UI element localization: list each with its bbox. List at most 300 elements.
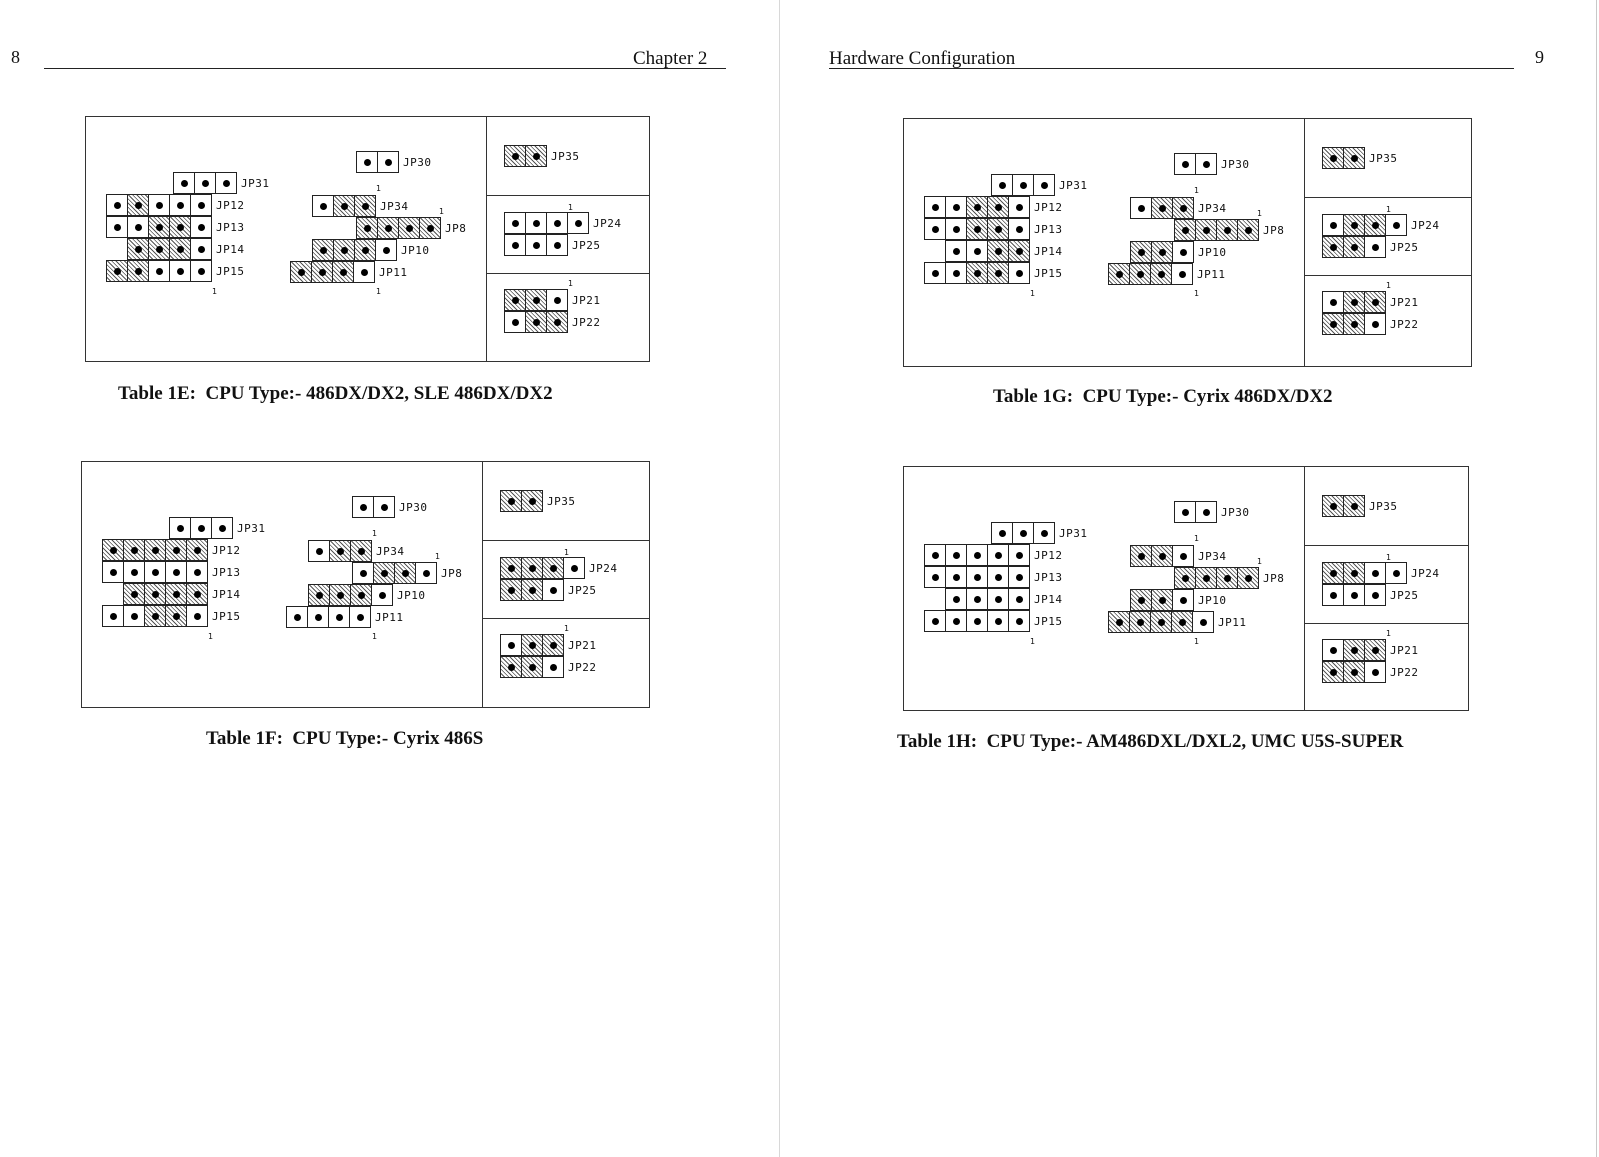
jumper-pin-open (546, 212, 568, 234)
jumper-pin-shorted (1151, 545, 1173, 567)
pin-dot (319, 269, 326, 276)
jumper-pin-shorted (127, 238, 149, 260)
pin-dot (1330, 647, 1337, 654)
jumper-pin-open (127, 216, 149, 238)
pin-dot (364, 225, 371, 232)
pin-dot (533, 319, 540, 326)
jumper-pin-shorted (1151, 197, 1173, 219)
pin-dot (1245, 227, 1252, 234)
jumper-pin-open (966, 544, 988, 566)
jumper-jp15 (924, 262, 1063, 284)
pin-dot (1330, 669, 1337, 676)
jumper-pin-open (1171, 263, 1193, 285)
pin-dot (932, 618, 939, 625)
jumper-pin-shorted (500, 490, 522, 512)
jumper-jp10 (308, 584, 426, 606)
jumper-pin-shorted (966, 196, 988, 218)
jumper-jp13 (102, 561, 241, 583)
jumper-label: JP21 (568, 638, 597, 652)
pin-dot (362, 203, 369, 210)
jumper-jp31 (152, 172, 270, 194)
jumper-pin-shorted (966, 218, 988, 240)
jumper-pin-shorted (123, 539, 145, 561)
pin-dot (1041, 530, 1048, 537)
jumper-label: JP12 (216, 198, 245, 212)
jumper-pin-shorted (350, 584, 372, 606)
pin-dot (131, 591, 138, 598)
pin-one-marker: 1 (1194, 186, 1200, 195)
diagram-section-divider (486, 273, 649, 274)
table-1f-caption (206, 728, 483, 750)
jumper-jp24 (500, 557, 618, 579)
jumper-pin-open (123, 605, 145, 627)
pin-dot (152, 547, 159, 554)
caption-prefix: Table 1F: (206, 728, 283, 749)
pin-dot (932, 226, 939, 233)
jumper-pin-shorted (521, 490, 543, 512)
pin-dot (1351, 647, 1358, 654)
jumper-jp21 (504, 289, 601, 311)
jumper-jp8 (356, 217, 466, 239)
jumper-pin-shorted (1343, 291, 1365, 313)
jumper-jp21 (1322, 291, 1419, 313)
jumper-pin-open (945, 196, 967, 218)
jumper-pin-open (190, 216, 212, 238)
jumper-pin-shorted (1343, 236, 1365, 258)
pin-dot (1159, 205, 1166, 212)
jumper-pin-shorted (1343, 313, 1365, 335)
jumper-pin-open (1385, 562, 1407, 584)
jumper-label: JP21 (572, 293, 601, 307)
jumper-pin-shorted (1343, 147, 1365, 169)
pin-dot (1224, 227, 1231, 234)
pin-dot (974, 226, 981, 233)
pin-dot (512, 319, 519, 326)
jumper-pin-open (924, 218, 946, 240)
pin-dot (177, 202, 184, 209)
pin-dot (1180, 553, 1187, 560)
caption-text: CPU Type:- AM486DXL/DXL2, UMC U5S-SUPER (986, 731, 1404, 752)
jumper-pin-open (1364, 562, 1386, 584)
pin-dot (1182, 161, 1189, 168)
pin-dot (114, 224, 121, 231)
pin-one-marker: 1 (1194, 637, 1200, 646)
jumper-pin-shorted (500, 557, 522, 579)
jumper-pin-open (106, 216, 128, 238)
pin-dot (1372, 222, 1379, 229)
jumper-pin-open (1008, 610, 1030, 632)
pin-dot (1158, 271, 1165, 278)
pin-dot (219, 525, 226, 532)
pin-dot (294, 614, 301, 621)
jumper-pin-open (1172, 241, 1194, 263)
jumper-pin-shorted (169, 216, 191, 238)
jumper-pin-open (525, 212, 547, 234)
jumper-pin-shorted (1322, 661, 1344, 683)
caption-text: CPU Type:- 486DX/DX2, SLE 486DX/DX2 (205, 383, 553, 404)
jumper-pin-shorted (1171, 611, 1193, 633)
pin-dot (177, 224, 184, 231)
jumper-jp31 (970, 174, 1088, 196)
pin-dot (135, 202, 142, 209)
jumper-pin-open (169, 194, 191, 216)
pin-dot (974, 618, 981, 625)
pin-dot (1393, 222, 1400, 229)
pin-dot (554, 220, 561, 227)
pin-dot (1158, 619, 1165, 626)
left-header-rule (44, 68, 726, 69)
jumper-gap (970, 174, 992, 196)
jumper-label: JP11 (375, 610, 404, 624)
pin-dot (995, 574, 1002, 581)
pin-dot (156, 202, 163, 209)
pin-dot (974, 248, 981, 255)
jumper-pin-open (307, 606, 329, 628)
pin-dot (529, 565, 536, 572)
jumper-pin-open (1008, 544, 1030, 566)
pin-dot (1182, 227, 1189, 234)
pin-dot (529, 664, 536, 671)
pin-dot (575, 220, 582, 227)
pin-dot (995, 596, 1002, 603)
diagram-section-divider (1304, 545, 1468, 546)
jumper-pin-shorted (1237, 219, 1259, 241)
jumper-pin-shorted (186, 539, 208, 561)
jumper-label: JP31 (1059, 526, 1088, 540)
jumper-jp35 (504, 145, 580, 167)
jumper-pin-shorted (1364, 214, 1386, 236)
pin-dot (336, 614, 343, 621)
jumper-label: JP25 (568, 583, 597, 597)
jumper-pin-open (563, 557, 585, 579)
pin-dot (1016, 204, 1023, 211)
jumper-pin-open (1364, 584, 1386, 606)
jumper-pin-open (186, 561, 208, 583)
jumper-pin-open (102, 605, 124, 627)
jumper-jp31 (970, 522, 1088, 544)
pin-dot (1203, 227, 1210, 234)
pin-dot (1116, 619, 1123, 626)
pin-dot (1137, 619, 1144, 626)
pin-dot (177, 246, 184, 253)
jumper-pin-shorted (394, 562, 416, 584)
jumper-gap (102, 583, 124, 605)
jumper-label: JP10 (401, 243, 430, 257)
jumper-pin-open (500, 634, 522, 656)
pin-dot (131, 613, 138, 620)
pin-dot (156, 268, 163, 275)
pin-one-marker: 1 (439, 207, 445, 216)
pin-dot (340, 269, 347, 276)
jumper-label: JP22 (572, 315, 601, 329)
jumper-pin-open (1364, 313, 1386, 335)
pin-dot (135, 246, 142, 253)
jumper-pin-shorted (106, 260, 128, 282)
jumper-pin-open (106, 194, 128, 216)
jumper-pin-shorted (354, 239, 376, 261)
pin-dot (364, 159, 371, 166)
jumper-jp14 (924, 588, 1063, 610)
jumper-jp35 (500, 490, 576, 512)
pin-dot (1372, 669, 1379, 676)
pin-dot (110, 569, 117, 576)
pin-dot (1159, 597, 1166, 604)
pin-dot (298, 269, 305, 276)
pin-dot (533, 220, 540, 227)
pin-dot (554, 319, 561, 326)
pin-dot (1330, 155, 1337, 162)
pin-dot (1159, 553, 1166, 560)
jumper-pin-open (328, 606, 350, 628)
caption-prefix: Table 1G: (993, 386, 1074, 407)
jumper-gap (924, 240, 946, 262)
jumper-jp25 (504, 234, 601, 256)
pin-dot (953, 248, 960, 255)
table-1g-caption (993, 386, 1333, 408)
jumper-pin-open (991, 174, 1013, 196)
pin-dot (953, 618, 960, 625)
jumper-label: JP24 (1411, 566, 1440, 580)
pin-dot (316, 548, 323, 555)
pin-dot (423, 570, 430, 577)
jumper-jp34 (308, 540, 405, 562)
jumper-pin-open (1008, 218, 1030, 240)
jumper-pin-open (123, 561, 145, 583)
left-page-header: Chapter 2 (633, 48, 708, 69)
pin-dot (1016, 270, 1023, 277)
pin-dot (550, 565, 557, 572)
pin-dot (198, 246, 205, 253)
jumper-label: JP10 (1198, 245, 1227, 259)
pin-dot (358, 548, 365, 555)
jumper-pin-open (102, 561, 124, 583)
jumper-pin-open (966, 588, 988, 610)
pin-dot (995, 226, 1002, 233)
jumper-pin-open (1130, 197, 1152, 219)
pin-dot (508, 565, 515, 572)
pin-dot (1372, 647, 1379, 654)
jumper-pin-shorted (1174, 219, 1196, 241)
pin-one-marker: 1 (376, 287, 382, 296)
jumper-pin-open (148, 260, 170, 282)
jumper-pin-open (525, 234, 547, 256)
pin-dot (152, 613, 159, 620)
pin-dot (508, 498, 515, 505)
pin-dot (156, 224, 163, 231)
pin-dot (114, 268, 121, 275)
jumper-pin-open (169, 517, 191, 539)
jumper-pin-shorted (1195, 567, 1217, 589)
jumper-pin-open (312, 195, 334, 217)
left-page-number: 8 (11, 47, 20, 67)
jumper-pin-open (1195, 501, 1217, 523)
jumper-pin-shorted (398, 217, 420, 239)
pin-dot (1393, 570, 1400, 577)
jumper-gap (106, 238, 128, 260)
jumper-jp34 (1130, 197, 1227, 219)
pin-one-marker: 1 (208, 632, 214, 641)
jumper-jp34 (312, 195, 409, 217)
pin-dot (1159, 249, 1166, 256)
jumper-jp30 (1174, 153, 1250, 175)
pin-one-marker: 1 (1194, 534, 1200, 543)
jumper-pin-open (186, 605, 208, 627)
jumper-pin-open (1364, 661, 1386, 683)
jumper-pin-open (1322, 639, 1344, 661)
jumper-gap (148, 517, 170, 539)
pin-dot (1138, 205, 1145, 212)
jumper-jp12 (924, 544, 1063, 566)
jumper-pin-shorted (1130, 589, 1152, 611)
pin-dot (953, 552, 960, 559)
pin-dot (1041, 182, 1048, 189)
diagram-section-divider (1304, 275, 1471, 276)
jumper-pin-open (966, 610, 988, 632)
jumper-diagram-1e (85, 116, 650, 362)
jumper-label: JP13 (212, 565, 241, 579)
jumper-pin-shorted (1322, 147, 1344, 169)
jumper-pin-open (542, 656, 564, 678)
jumper-label: JP12 (1034, 200, 1063, 214)
pin-dot (512, 220, 519, 227)
jumper-label: JP24 (589, 561, 618, 575)
jumper-label: JP31 (241, 176, 270, 190)
jumper-pin-open (924, 610, 946, 632)
jumper-pin-shorted (1343, 639, 1365, 661)
jumper-label: JP34 (1198, 549, 1227, 563)
jumper-pin-shorted (1364, 291, 1386, 313)
jumper-pin-open (1322, 291, 1344, 313)
pin-one-marker: 1 (1257, 557, 1263, 566)
jumper-jp13 (924, 218, 1063, 240)
jumper-pin-shorted (1130, 545, 1152, 567)
jumper-pin-open (377, 151, 399, 173)
jumper-pin-shorted (521, 557, 543, 579)
jumper-pin-shorted (1108, 263, 1130, 285)
pin-dot (194, 591, 201, 598)
jumper-jp22 (504, 311, 601, 333)
pin-one-marker: 1 (372, 632, 378, 641)
pin-dot (953, 574, 960, 581)
jumper-pin-shorted (525, 145, 547, 167)
jumper-pin-shorted (525, 311, 547, 333)
pin-dot (341, 203, 348, 210)
pin-dot (361, 269, 368, 276)
jumper-jp13 (924, 566, 1063, 588)
jumper-pin-open (945, 544, 967, 566)
pin-dot (1330, 570, 1337, 577)
pin-dot (1203, 575, 1210, 582)
pin-dot (1182, 575, 1189, 582)
jumper-label: JP13 (1034, 222, 1063, 236)
jumper-pin-open (215, 172, 237, 194)
jumper-jp25 (1322, 236, 1419, 258)
pin-dot (194, 613, 201, 620)
pin-one-marker: 1 (1030, 637, 1036, 646)
jumper-jp15 (106, 260, 245, 282)
pin-dot (114, 202, 121, 209)
jumper-pin-open (194, 172, 216, 194)
jumper-pin-shorted (329, 540, 351, 562)
jumper-label: JP10 (397, 588, 426, 602)
jumper-label: JP8 (445, 221, 467, 235)
jumper-label: JP24 (593, 216, 622, 230)
pin-dot (550, 642, 557, 649)
pin-dot (385, 159, 392, 166)
jumper-pin-shorted (350, 540, 372, 562)
pin-dot (1330, 592, 1337, 599)
jumper-pin-open (542, 579, 564, 601)
jumper-pin-open (987, 610, 1009, 632)
pin-dot (381, 504, 388, 511)
jumper-pin-shorted (500, 579, 522, 601)
jumper-label: JP11 (1218, 615, 1247, 629)
jumper-jp15 (102, 605, 241, 627)
jumper-pin-open (173, 172, 195, 194)
jumper-pin-open (987, 566, 1009, 588)
jumper-jp8 (1174, 567, 1284, 589)
jumper-label: JP8 (1263, 223, 1285, 237)
jumper-pin-shorted (1195, 219, 1217, 241)
pin-dot (1351, 503, 1358, 510)
pin-dot (320, 203, 327, 210)
pin-dot (1351, 222, 1358, 229)
pin-dot (995, 618, 1002, 625)
pin-dot (571, 565, 578, 572)
jumper-label: JP22 (568, 660, 597, 674)
jumper-pin-shorted (1008, 240, 1030, 262)
jumper-pin-shorted (1322, 313, 1344, 335)
jumper-jp24 (1322, 562, 1440, 584)
jumper-pin-open (1008, 588, 1030, 610)
pin-dot (953, 596, 960, 603)
jumper-label: JP35 (551, 149, 580, 163)
jumper-pin-open (373, 496, 395, 518)
jumper-jp10 (312, 239, 430, 261)
caption-text: CPU Type:- Cyrix 486S (292, 728, 484, 749)
jumper-jp24 (1322, 214, 1440, 236)
pin-dot (177, 268, 184, 275)
pin-one-marker: 1 (1386, 553, 1392, 562)
pin-dot (1016, 226, 1023, 233)
pin-dot (131, 569, 138, 576)
table-1e-caption (118, 383, 553, 405)
jumper-diagram-1f (81, 461, 650, 708)
pin-one-marker: 1 (1386, 629, 1392, 638)
pin-dot (385, 225, 392, 232)
pin-dot (1372, 592, 1379, 599)
jumper-pin-open (190, 194, 212, 216)
jumper-pin-open (1192, 611, 1214, 633)
pin-dot (932, 204, 939, 211)
jumper-jp22 (1322, 661, 1419, 683)
jumper-pin-shorted (1364, 639, 1386, 661)
pin-dot (316, 592, 323, 599)
pin-dot (198, 224, 205, 231)
pin-dot (508, 642, 515, 649)
jumper-label: JP34 (376, 544, 405, 558)
jumper-pin-shorted (987, 196, 1009, 218)
jumper-label: JP24 (1411, 218, 1440, 232)
pin-dot (932, 552, 939, 559)
pin-dot (383, 247, 390, 254)
jumper-pin-shorted (186, 583, 208, 605)
pin-dot (1020, 182, 1027, 189)
jumper-pin-open (945, 240, 967, 262)
jumper-pin-shorted (308, 584, 330, 606)
pin-dot (1116, 271, 1123, 278)
pin-dot (135, 268, 142, 275)
